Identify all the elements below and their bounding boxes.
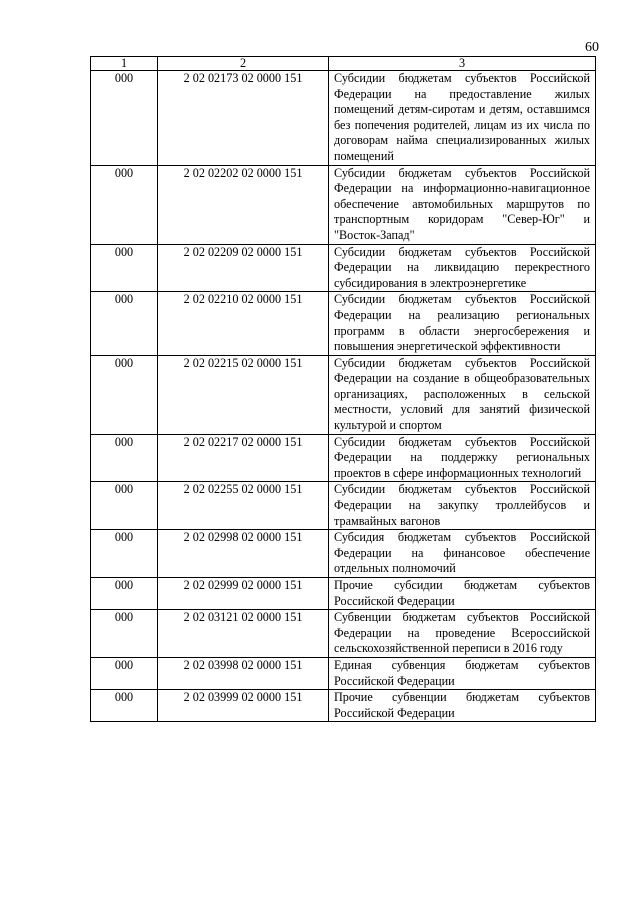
admin-code-cell: 000 [91, 71, 158, 166]
income-name-cell: Субсидии бюджетам субъектов Российской Федерации на предоставление жилых помещений детям-сиротам и детям, оставшимся без попечения родителей, лицам из их числа по договорам найма специализированных жилых помещений [329, 71, 596, 166]
income-code-cell: 2 02 02998 02 0000 151 [158, 530, 329, 578]
column-header-2: 2 [158, 57, 329, 71]
table-row [91, 355, 596, 434]
income-name-cell: Субвенции бюджетам субъектов Российской Федерации на проведение Всероссийской сельскохозяйственной переписи в 2016 году [329, 610, 596, 658]
income-name-cell: Субсидия бюджетам субъектов Российской Федерации на финансовое обеспечение отдельных полномочий [329, 530, 596, 578]
income-code-cell: 2 02 02209 02 0000 151 [158, 244, 329, 292]
income-code-cell: 2 02 02999 02 0000 151 [158, 578, 329, 610]
table-row [91, 578, 596, 610]
income-code-cell: 2 02 03999 02 0000 151 [158, 690, 329, 722]
income-code-cell: 2 02 02202 02 0000 151 [158, 165, 329, 244]
income-name-cell: Прочие субсидии бюджетам субъектов Российской Федерации [329, 578, 596, 610]
income-name-cell: Прочие субвенции бюджетам субъектов Российской Федерации [329, 690, 596, 722]
table-body [91, 71, 596, 722]
income-code-cell: 2 02 02215 02 0000 151 [158, 355, 329, 434]
income-name-cell: Субсидии бюджетам субъектов Российской Федерации на создание в общеобразовательных организациях, расположенных в сельской местности, условий для занятий физической культурой и спортом [329, 355, 596, 434]
admin-code-cell: 000 [91, 482, 158, 530]
table-header-row [91, 57, 596, 71]
table-row [91, 482, 596, 530]
income-name-cell: Субсидии бюджетам субъектов Российской Федерации на закупку троллейбусов и трамвайных вагонов [329, 482, 596, 530]
table-row [91, 610, 596, 658]
table-row [91, 530, 596, 578]
income-name-cell: Субсидии бюджетам субъектов Российской Федерации на ликвидацию перекрестного субсидирования в электроэнергетике [329, 244, 596, 292]
income-name-cell: Единая субвенция бюджетам субъектов Российской Федерации [329, 657, 596, 689]
admin-code-cell: 000 [91, 657, 158, 689]
table-row [91, 292, 596, 355]
income-code-cell: 2 02 02173 02 0000 151 [158, 71, 329, 166]
table-row [91, 165, 596, 244]
budget-classification-table [90, 56, 596, 722]
income-name-cell: Субсидии бюджетам субъектов Российской Федерации на реализацию региональных программ в области энергосбережения и повышения энергетической эффективности [329, 292, 596, 355]
column-header-3: 3 [329, 57, 596, 71]
table-row [91, 244, 596, 292]
table-row [91, 657, 596, 689]
table-row [91, 71, 596, 166]
income-code-cell: 2 02 02217 02 0000 151 [158, 434, 329, 482]
income-name-cell: Субсидии бюджетам субъектов Российской Федерации на поддержку региональных проектов в сфере информационных технологий [329, 434, 596, 482]
column-header-1: 1 [91, 57, 158, 71]
income-code-cell: 2 02 03998 02 0000 151 [158, 657, 329, 689]
admin-code-cell: 000 [91, 244, 158, 292]
income-code-cell: 2 02 03121 02 0000 151 [158, 610, 329, 658]
admin-code-cell: 000 [91, 355, 158, 434]
admin-code-cell: 000 [91, 690, 158, 722]
admin-code-cell: 000 [91, 530, 158, 578]
admin-code-cell: 000 [91, 578, 158, 610]
admin-code-cell: 000 [91, 610, 158, 658]
table-row [91, 434, 596, 482]
income-name-cell: Субсидии бюджетам субъектов Российской Федерации на информационно-навигационное обеспечение автомобильных маршрутов по транспортным коридорам "Север-Юг" и "Восток-Запад" [329, 165, 596, 244]
admin-code-cell: 000 [91, 434, 158, 482]
admin-code-cell: 000 [91, 292, 158, 355]
page-number: 60 [585, 40, 599, 55]
income-code-cell: 2 02 02255 02 0000 151 [158, 482, 329, 530]
table-row [91, 690, 596, 722]
income-code-cell: 2 02 02210 02 0000 151 [158, 292, 329, 355]
admin-code-cell: 000 [91, 165, 158, 244]
